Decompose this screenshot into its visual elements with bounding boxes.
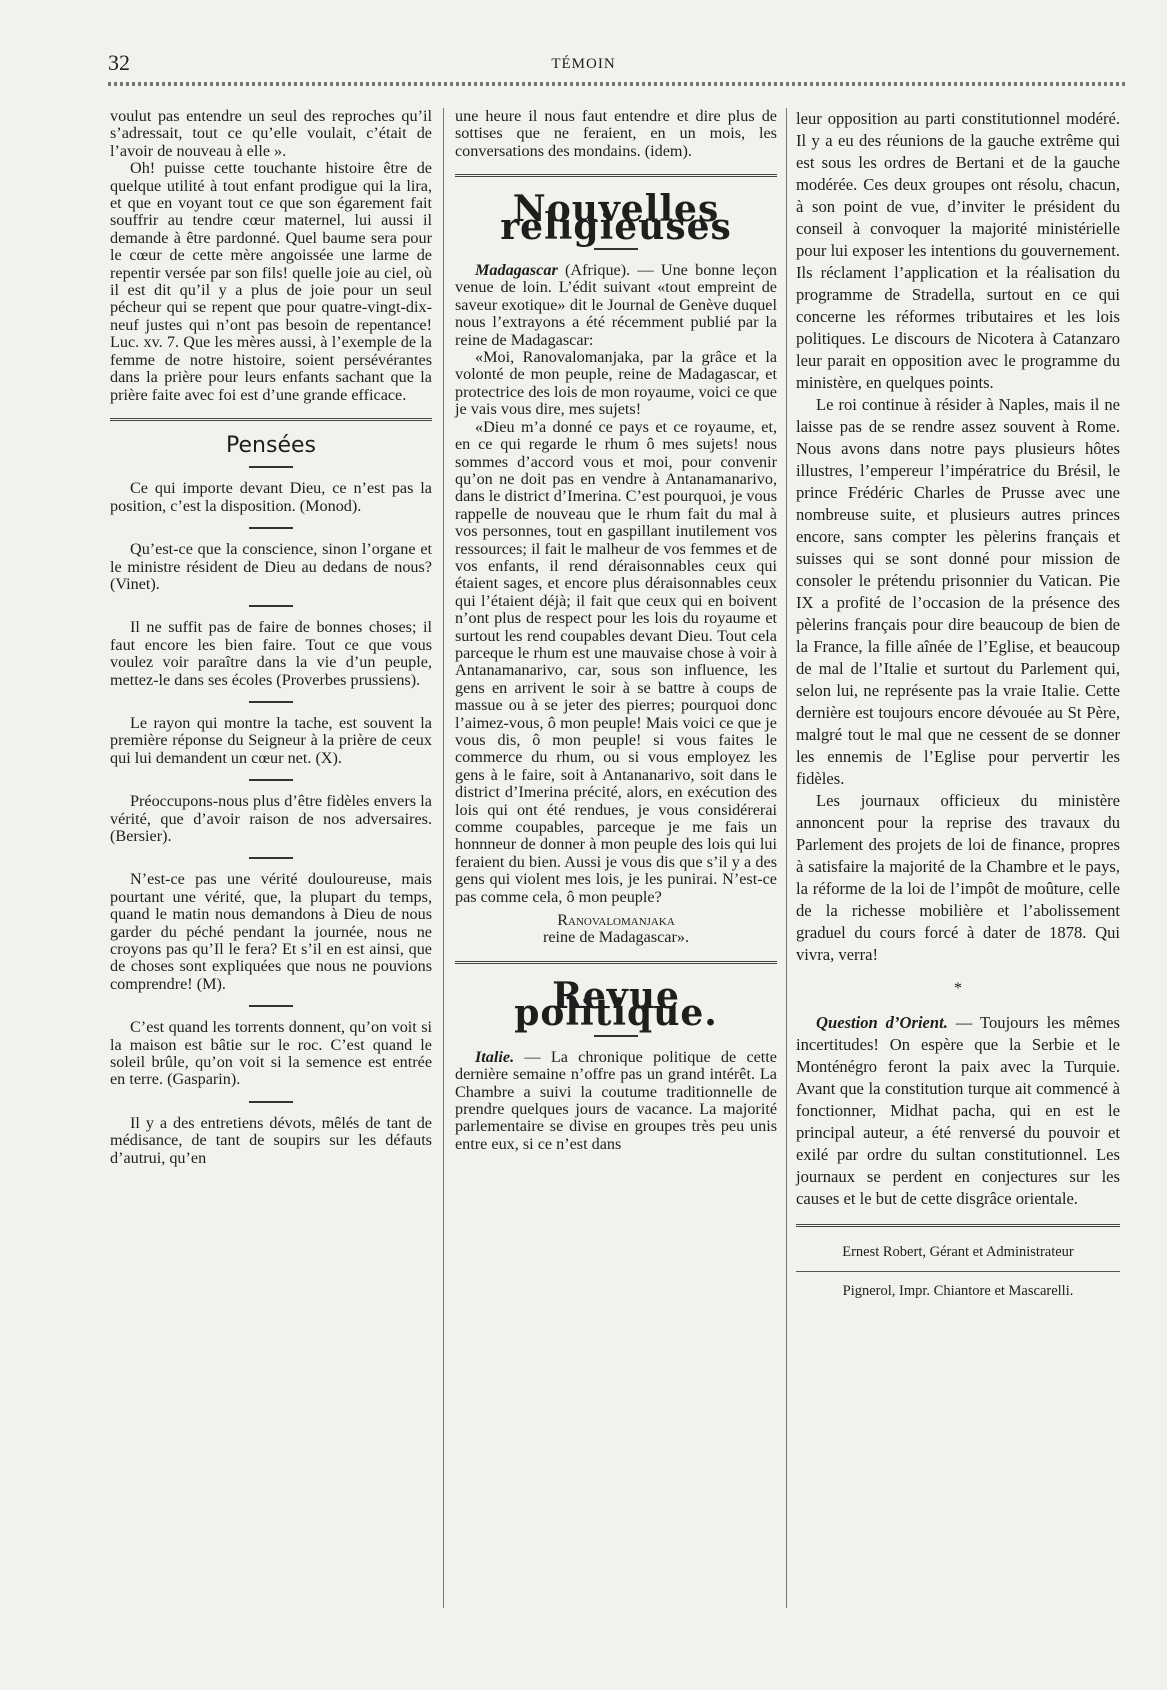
quote: C’est quand les torrents donnent, qu’on voit si la maison est bâtie sur le roc. C’est quand le soleil brûle, qu’on voit si la semence est entrée en terre. (Gasparin). — [110, 1018, 432, 1089]
top-rule — [108, 82, 1127, 86]
column-3 — [796, 108, 1120, 1302]
keyword-italie: Italie. — [475, 1047, 515, 1066]
quote: Il y a des entretiens dévots, mêlés de tant de médisance, de tant de soupirs sur les défauts d’autrui, qu’en — [110, 1113, 432, 1167]
divider — [249, 466, 293, 468]
divider — [249, 1101, 293, 1103]
section-divider — [455, 174, 777, 177]
quote: Il ne suffit pas de faire de bonnes choses; il faut encore les bien faire. Tout ce que vous voulez voir paraître dans la vie d’un peuple, mettez-le dans ses écoles (Proverbes prussiens). — [110, 618, 432, 689]
text: — Toujours les mêmes incertitudes! On espère que la Serbie et le Monténégro feront la paix avec la Turquie. Avant que la constitution turque ait commencé à fonctionner, Midhat pacha, qui en est le principal auteur, a été renversé du pouvoir et exilé par ordre du sultan constitutionnel. Les journaux se perdent en conjectures sur les causes et le but de cette disgrâce orientale. — [796, 1013, 1120, 1208]
quote: N’est-ce pas une vérité douloureuse, mais pourtant une vérité, que, la plupart du temps, quand le matin nous demandons à Dieu de nous garder du péché pendant la journée, nous ne croyons pas qu’Il le fera? Et s’il en est ainsi, que de choses sont expliquées que nous ne pouvions comprendre! (M). — [110, 870, 432, 993]
paragraph: Oh! puisse cette touchante histoire être de quelque utilité à tout enfant prodigue qui la lira, et que en voyant tout ce que son égarement fait souffrir au tendre cœur maternel, lui aussi il demande à être pardonné. Quel baume sera pour le cœur de cette mère angoissée une larme de repentir versée par son fils! quelle joie au ciel, où il est dit qu’il y a plus de joie pour un seul pécheur qui se repent que pour quatre-vingt-dix-neuf justes qui n’ont pas besoin de repentance! Luc. xv. 7. Que les mères aussi, à l’exemple de la femme de notre histoire, soient persévérantes dans la prière pour leurs enfants sachant que la prière faite avec foi est d’une grande efficace. — [110, 159, 432, 404]
paragraph — [455, 262, 777, 349]
section-title-pensees: Pensées — [226, 432, 316, 458]
text: (Afrique). — Une bonne leçon venue de loin. L’édit suivant «tout empreint de saveur exotique» dit le Journal de Genève duquel nous l’extrayons a été récemment publié par la reine de Madagascar: — [455, 261, 777, 349]
keyword-madagascar: Madagascar — [475, 261, 558, 280]
text: — La chronique politique de cette dernière semaine n’offre pas un grand intérêt. La Chambre a suivi la coutume traditionnelle de prendre quelques jours de vacance. La majorité parlementaire se divise en groupes très peu unis entre eux, si ce n’est dans — [455, 1047, 777, 1153]
column-1 — [110, 108, 432, 1167]
divider — [249, 701, 293, 703]
keyword-orient: Question d’Orient. — [816, 1013, 948, 1032]
imprint-manager: Ernest Robert, Gérant et Administrateur — [842, 1244, 1074, 1260]
section-title-revue: Revue politique. — [514, 974, 718, 1035]
paragraph: «Dieu m’a donné ce pays et ce royaume, et, en ce qui regarde le rhum ô mes sujets! nous sommes d’accord vous et moi, pour convenir qu’on ne doit pas en vendre à Antanamanarivo, dans le district d’Imerina. C’est pourquoi, je vous rappelle de nouveau que le rhum fait du mal à vos personnes, tout en gaspillant inutilement vos ressources; il fait le malheur de vos femmes et de vos enfants, il rend déraisonnables ceux qui étaient sages, et encore plus déraisonnables ceux qui l’étaient déjà; il fait que ceux qui en boivent n’ont plus de respect pour les lois du royaume et surtout les rend coupables devant Dieu. Tout cela parceque le rhum est une mauvaise chose à voir à Antanamanarivo, car, sous son influence, les gens en arrivent le soir à se battre à coups de massue ou à se jeter des pierres; pourquoi donc l’aimez-vous, ô mon peuple! Mais voici ce que je vous dis, ô mon peuple! si vous faites le commerce du rhum, ou si vous employez les gens à le faire, soit à Antananarivo, soit dans le district d’Imerina précité, alors, en exécution des lois qui ont été rendues, je vous considérerai comme coupables, parceque je me fais un honnneur de donner à mon peuple des lois qui lui feraient du bien. Aussi je vous dis que s’il y a des gens qui violent mes lois, je les punirai. N’est-ce pas comme cela, ô mon peuple? — [455, 417, 777, 906]
divider — [249, 605, 293, 607]
paragraph: «Moi, Ranovalomanjaka, par la grâce et la volonté de mon peuple, reine de Madagascar, et protectrice des lois de mon royaume, voici ce que je vais vous dire, mes sujets! — [455, 348, 777, 419]
section-divider — [110, 418, 432, 421]
paragraph: leur opposition au parti constitutionnel modéré. Il y a eu des réunions de la gauche extrême qui est sous les ordres de Bertani et de la gauche modérée. Ces deux groupes ont résolu, chacun, à son point de vue, d’inviter le président du conseil à convoquer la majorité ministérielle pour lui exposer les intentions du gouvernement. Ils réclament l’application et la réalisation du programme de Stradella, surtout en ce qui concerne les réformes tributaires et les lois politiques. Le discours de Nicotera à Catanzaro leur parait en opposition avec le programme du ministère, en quelques points. — [796, 109, 1120, 392]
section-divider — [455, 961, 777, 964]
paragraph: une heure il nous faut entendre et dire plus de sottises que ne feraient, en un mois, les conversations des mondains. (idem). — [455, 107, 777, 160]
section-divider — [796, 1224, 1120, 1227]
divider — [249, 1005, 293, 1007]
paragraph: Les journaux officieux du ministère annoncent pour la reprise des travaux du Parlement des projets de loi de finance, propres à satisfaire la majorité de la Chambre et le pays, la réforme de la loi de l’impôt de moûture, celle de la richesse mobilière et l’abolissement graduel du cours forcé à dater de 1878. Qui vivra, verra! — [796, 791, 1120, 964]
column-rule-1 — [443, 108, 444, 1608]
quote: Ce qui importe devant Dieu, ce n’est pas la position, c’est la disposition. (Monod). — [110, 479, 432, 515]
paragraph: voulut pas entendre un seul des reproches qu’il s’adressait, tout ce qu’elle voulait, c’était de l’avoir de nouveau à elle ». — [110, 107, 432, 160]
signature-title: reine de Madagascar». — [542, 928, 690, 947]
quote: Qu’est-ce que la conscience, sinon l’organe et le ministre résident de Dieu au dedans de nous? (Vinet). — [110, 540, 432, 593]
paragraph — [796, 1012, 1120, 1210]
quote: Le rayon qui montre la tache, est souvent la première réponse du Seigneur à la prière de ceux qui lui demandent un cœur net. (X). — [110, 713, 432, 767]
section-title-nouvelles: Nouvelles religieuses — [500, 188, 732, 248]
divider — [249, 779, 293, 781]
imprint-printer: Pignerol, Impr. Chiantore et Mascarelli. — [842, 1283, 1074, 1299]
divider — [796, 1271, 1120, 1272]
paragraph: Le roi continue à résider à Naples, mais il ne laisse pas de se rendre assez souvent à Rome. Nous avons dans notre pays plusieurs hôtes illustres, l’empereur l’impératrice du Brésil, le prince Frédéric Charles de Prusse avec une nombreuse suite, et plusieurs autres princes encore, sans compter les pèlerins français et suisses qui se sont donné pour mission de consoler le prétendu prisonnier du Vatican. Pie IX a profité de l’occasion de la présence des pèlerins français pour dire beaucoup de bien de la France, la fille aînée de l’Eglise, et beaucoup de mal de l’Italie et surtout du Parlement qui, selon lui, ne représente pas la vraie Italie. Cette dernière est toujours encore dévouée au St Père, malgré tout le mal que ne cessent de se donner les ennemis de l’Eglise pour pervertir les fidèles. — [796, 395, 1120, 788]
divider — [249, 857, 293, 859]
star-separator: * — [954, 980, 962, 997]
divider — [594, 248, 638, 250]
quote: Préoccupons-nous plus d’être fidèles envers la vérité, que d’avoir raison de nos adversaires. (Bersier). — [110, 792, 432, 845]
divider — [249, 527, 293, 529]
divider — [594, 1035, 638, 1037]
signature-name: Ranovalomanjaka — [557, 911, 675, 930]
column-rule-2 — [786, 108, 787, 1608]
paragraph — [455, 1049, 777, 1153]
column-2 — [455, 108, 777, 1153]
page-number: 32 — [108, 50, 130, 75]
running-title: TÉMOIN — [551, 56, 616, 72]
